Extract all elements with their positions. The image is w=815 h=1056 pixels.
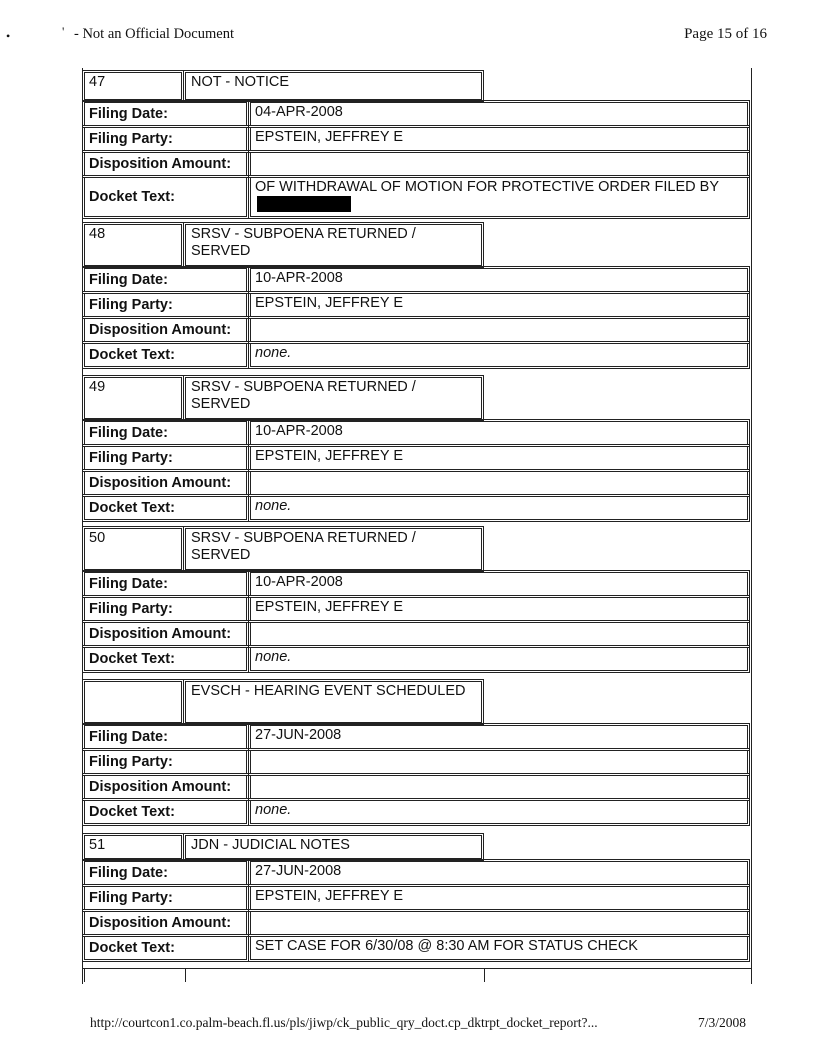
entry-code-cell <box>185 681 482 723</box>
docket-text-label: Docket Text: <box>89 939 175 956</box>
filing-party-value: EPSTEIN, JEFFREY E <box>255 888 403 904</box>
value-filing-party <box>250 293 748 317</box>
filing-date-label: Filing Date: <box>89 864 168 881</box>
entry-code: EVSCH - HEARING EVENT SCHEDULED <box>191 683 466 699</box>
value-filing-party <box>250 446 748 470</box>
value-docket-text <box>250 343 748 367</box>
label-filing-party <box>84 597 247 621</box>
label-disposition-amount <box>84 471 247 495</box>
docket-text-value: none. <box>255 802 292 818</box>
docket-text-label: Docket Text: <box>89 650 175 667</box>
row-right-edge <box>751 835 752 859</box>
disposition-amount-label: Disposition Amount: <box>89 155 232 172</box>
label-docket-text <box>84 177 247 217</box>
entry-code: SRSV - SUBPOENA RETURNED / SERVED <box>191 379 416 412</box>
filing-party-label: Filing Party: <box>89 889 173 906</box>
value-filing-party <box>250 750 748 774</box>
label-filing-date <box>84 102 247 126</box>
label-disposition-amount <box>84 775 247 799</box>
value-filing-date <box>250 725 748 749</box>
label-filing-date <box>84 861 247 885</box>
label-filing-date <box>84 268 247 292</box>
entry-number-cell <box>84 377 182 419</box>
entry-number: 50 <box>89 530 106 546</box>
value-filing-date <box>250 268 748 292</box>
filing-date-value: 10-APR-2008 <box>255 423 343 439</box>
disposition-amount-label: Disposition Amount: <box>89 914 232 931</box>
entry-number: 49 <box>89 379 106 395</box>
disposition-amount-label: Disposition Amount: <box>89 625 232 642</box>
value-disposition-amount <box>250 911 748 935</box>
docket-text-label: Docket Text: <box>89 499 175 516</box>
label-docket-text <box>84 800 247 824</box>
entry-code-cell <box>185 835 482 859</box>
label-filing-party <box>84 127 247 151</box>
value-filing-date <box>250 861 748 885</box>
entry-code: NOT - NOTICE <box>191 74 290 90</box>
next-row-divider <box>185 968 186 982</box>
next-row-top-rule <box>82 968 752 969</box>
entry-code-cell <box>185 377 482 419</box>
filing-party-value: EPSTEIN, JEFFREY E <box>255 448 403 464</box>
label-docket-text <box>84 496 247 520</box>
docket-text-value: none. <box>255 649 292 665</box>
docket-text-label: Docket Text: <box>89 803 175 820</box>
bullet-mark: • <box>6 29 11 43</box>
next-row-divider <box>484 968 485 982</box>
value-docket-text <box>250 800 748 824</box>
value-disposition-amount <box>250 318 748 342</box>
value-docket-text <box>250 936 748 960</box>
disposition-amount-label: Disposition Amount: <box>89 321 232 338</box>
row-right-edge <box>751 377 752 419</box>
docket-table <box>82 68 752 984</box>
value-filing-party <box>250 886 748 910</box>
not-official-notice: - Not an Official Document <box>74 26 234 42</box>
value-filing-date <box>250 572 748 596</box>
filing-date-value: 27-JUN-2008 <box>255 727 342 743</box>
entry-code-cell <box>185 528 482 570</box>
filing-party-label: Filing Party: <box>89 130 173 147</box>
entry-number-cell <box>84 224 182 266</box>
redaction-block <box>257 196 351 212</box>
value-docket-text <box>250 177 748 217</box>
table-left-border <box>82 68 83 984</box>
label-filing-date <box>84 421 247 445</box>
filing-date-label: Filing Date: <box>89 728 168 745</box>
entry-code: JDN - JUDICIAL NOTES <box>191 837 350 853</box>
label-disposition-amount <box>84 318 247 342</box>
label-disposition-amount <box>84 911 247 935</box>
value-filing-date <box>250 421 748 445</box>
row-right-edge <box>751 72 752 100</box>
filing-date-label: Filing Date: <box>89 271 168 288</box>
filing-date-label: Filing Date: <box>89 105 168 122</box>
filing-date-label: Filing Date: <box>89 575 168 592</box>
filing-party-label: Filing Party: <box>89 449 173 466</box>
value-disposition-amount <box>250 471 748 495</box>
entry-code: SRSV - SUBPOENA RETURNED / SERVED <box>191 226 416 259</box>
page-number: Page 15 of 16 <box>684 26 767 42</box>
next-row-divider <box>84 968 85 982</box>
value-docket-text <box>250 496 748 520</box>
entry-number-cell <box>84 528 182 570</box>
value-docket-text <box>250 647 748 671</box>
row-right-edge <box>751 224 752 266</box>
entry-number-cell <box>84 72 182 100</box>
entry-number-cell <box>84 681 182 723</box>
filing-date-value: 04-APR-2008 <box>255 104 343 120</box>
docket-text-value: SET CASE FOR 6/30/08 @ 8:30 AM FOR STATUS CHECK <box>255 938 638 954</box>
label-filing-party <box>84 750 247 774</box>
entry-number: 51 <box>89 837 106 853</box>
value-disposition-amount <box>250 622 748 646</box>
filing-party-label: Filing Party: <box>89 753 173 770</box>
label-docket-text <box>84 343 247 367</box>
value-filing-party <box>250 597 748 621</box>
row-right-edge <box>751 528 752 570</box>
row-right-edge <box>751 681 752 723</box>
filing-party-label: Filing Party: <box>89 600 173 617</box>
label-filing-date <box>84 725 247 749</box>
value-disposition-amount <box>250 775 748 799</box>
footer-date: 7/3/2008 <box>698 1015 747 1030</box>
value-disposition-amount <box>250 152 748 176</box>
label-filing-party <box>84 886 247 910</box>
entry-code-cell <box>185 224 482 266</box>
footer-url: http://courtcon1.co.palm-beach.fl.us/pls/jiwp/ck_public_qry_doct.cp_dktrpt_docket_report?... <box>90 1015 598 1030</box>
filing-party-label: Filing Party: <box>89 296 173 313</box>
label-disposition-amount <box>84 152 247 176</box>
filing-date-value: 27-JUN-2008 <box>255 863 342 879</box>
disposition-amount-label: Disposition Amount: <box>89 474 232 491</box>
value-filing-party <box>250 127 748 151</box>
label-filing-party <box>84 293 247 317</box>
label-docket-text <box>84 936 247 960</box>
filing-party-value: EPSTEIN, JEFFREY E <box>255 129 403 145</box>
filing-party-value: EPSTEIN, JEFFREY E <box>255 599 403 615</box>
entry-number: 48 <box>89 226 106 242</box>
filing-party-value: EPSTEIN, JEFFREY E <box>255 295 403 311</box>
docket-text-value: none. <box>255 345 292 361</box>
filing-date-label: Filing Date: <box>89 424 168 441</box>
disposition-amount-label: Disposition Amount: <box>89 778 232 795</box>
docket-text-label: Docket Text: <box>89 188 175 205</box>
entry-code-cell <box>185 72 482 100</box>
docket-text-value: OF WITHDRAWAL OF MOTION FOR PROTECTIVE ORDER FILED BY <box>255 179 720 195</box>
docket-text-value: none. <box>255 498 292 514</box>
docket-text-label: Docket Text: <box>89 346 175 363</box>
label-disposition-amount <box>84 622 247 646</box>
entry-code: SRSV - SUBPOENA RETURNED / SERVED <box>191 530 416 563</box>
label-filing-date <box>84 572 247 596</box>
filing-date-value: 10-APR-2008 <box>255 574 343 590</box>
filing-date-value: 10-APR-2008 <box>255 270 343 286</box>
value-filing-date <box>250 102 748 126</box>
entry-number: 47 <box>89 74 106 90</box>
label-filing-party <box>84 446 247 470</box>
entry-number-cell <box>84 835 182 859</box>
header-mark: ' <box>62 24 65 39</box>
label-docket-text <box>84 647 247 671</box>
